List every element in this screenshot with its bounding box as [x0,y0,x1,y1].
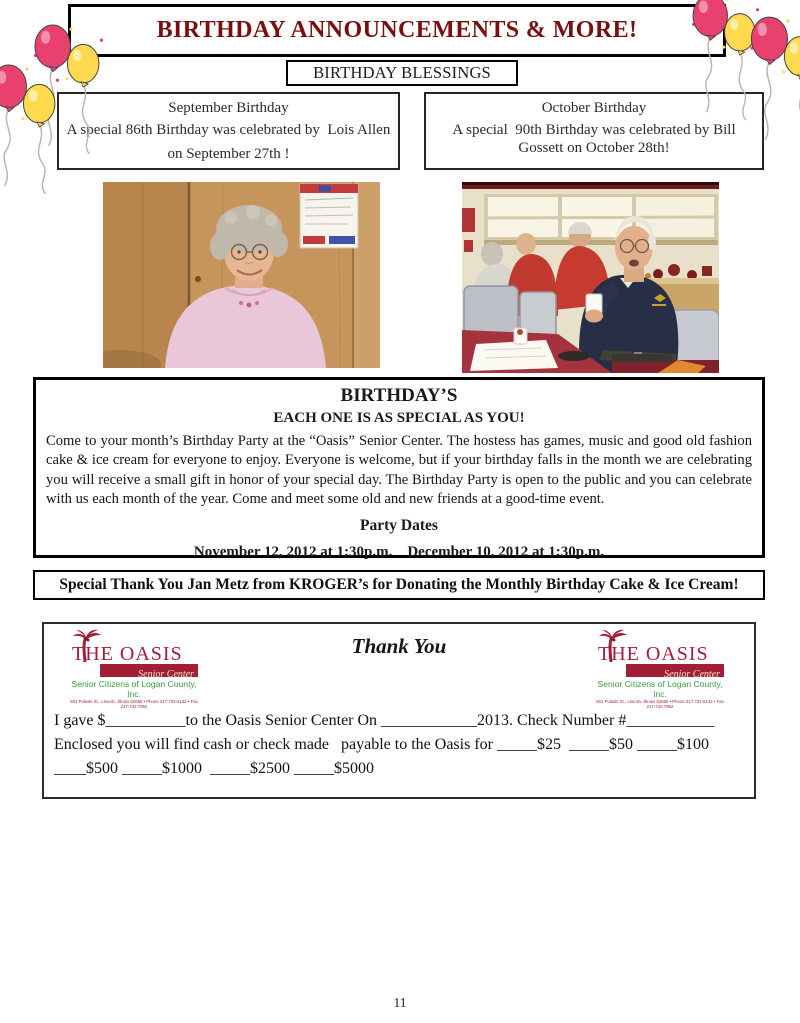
page-header-box [68,4,726,57]
form-line-2: Enclosed you will find cash or check made payable to the Oasis for _____$25 _____$50 _____$100 [54,736,709,753]
september-title: September Birthday [168,100,289,116]
oasis-logo-title: THE OASIS [72,643,183,665]
birthdays-section [33,377,765,558]
calendar-on-wall [300,184,358,248]
birthdays-body: Come to your month’s Birthday Party at the “Oasis” Senior Center. The hostess has games, music and good old fashion cake & ice cream for everyone to enjoy. Everyone is welcome, but if your birthday falls in the month we are celebrating you will receive a small gift in honor of your special day. The Birthday Party is open to the public and you can celebrate with us each month of the year. Come and meet some old and new friends at a good-time event. [46,433,752,508]
photo-bill-gossett [462,182,719,373]
october-line1: A special 90th Birthday was celebrated by Bill [452,122,736,138]
oasis-logo-subtitle: Senior Center [138,669,194,680]
october-title: October Birthday [541,100,647,116]
oasis-logo-subtitle: Senior Center [664,669,720,680]
photo-lois-allen [103,182,380,368]
balloon-pair-icon [0,62,68,196]
oasis-org-line: Senior Citizens of Logan County, Inc. [597,679,723,699]
thank-you-title: Thank You [351,634,447,658]
donation-form-lines [54,712,744,784]
balloon-pair-icon [746,14,800,150]
donation-form-box [42,622,756,799]
birthdays-title: BIRTHDAY’S [340,385,458,406]
birthdays-subtitle: EACH ONE IS AS SPECIAL AS YOU! [273,410,525,426]
oasis-org-line: Senior Citizens of Logan County, Inc. [71,679,197,699]
blessings-header-box [286,60,518,86]
october-line2: Gossett on October 28th! [518,140,670,156]
september-line1: A special 86th Birthday was celebrated by Lois Allen [66,122,391,138]
page-title: BIRTHDAY ANNOUNCEMENTS & MORE! [156,17,638,43]
party-dates: November 12, 2012 at 1:30p.m. December 10, 2012 at 1:30p.m. [193,543,605,560]
oasis-logo-title: THE OASIS [598,643,709,665]
oasis-address-line: 501 Pulaski St., Lincoln, Illinois 62656 • Phone 217-732-6132 • Fax 217-732-7962 [596,699,724,709]
form-line-3: ____$500 _____$1000 _____$2500 _____$5000 [54,760,374,777]
blessings-title: BIRTHDAY BLESSINGS [313,63,491,82]
form-line-1: I gave $__________to the Oasis Senior Center On ____________2013. Check Number #___________ [54,712,715,729]
palm-tree-icon [597,629,631,663]
oasis-address-line: 501 Pulaski St., Lincoln, Illinois 62656 • Phone 217-732-6132 • Fax 217-732-7962 [70,699,198,709]
september-line2: on September 27th ! [167,146,290,162]
page-number: 11 [393,995,407,1010]
party-dates-label: Party Dates [360,516,438,534]
oasis-logo [594,630,726,709]
kroger-banner-text: Special Thank You Jan Metz from KROGER’s for Donating the Monthly Birthday Cake & Ice Cream! [59,576,739,593]
kroger-thankyou-banner [33,570,765,600]
